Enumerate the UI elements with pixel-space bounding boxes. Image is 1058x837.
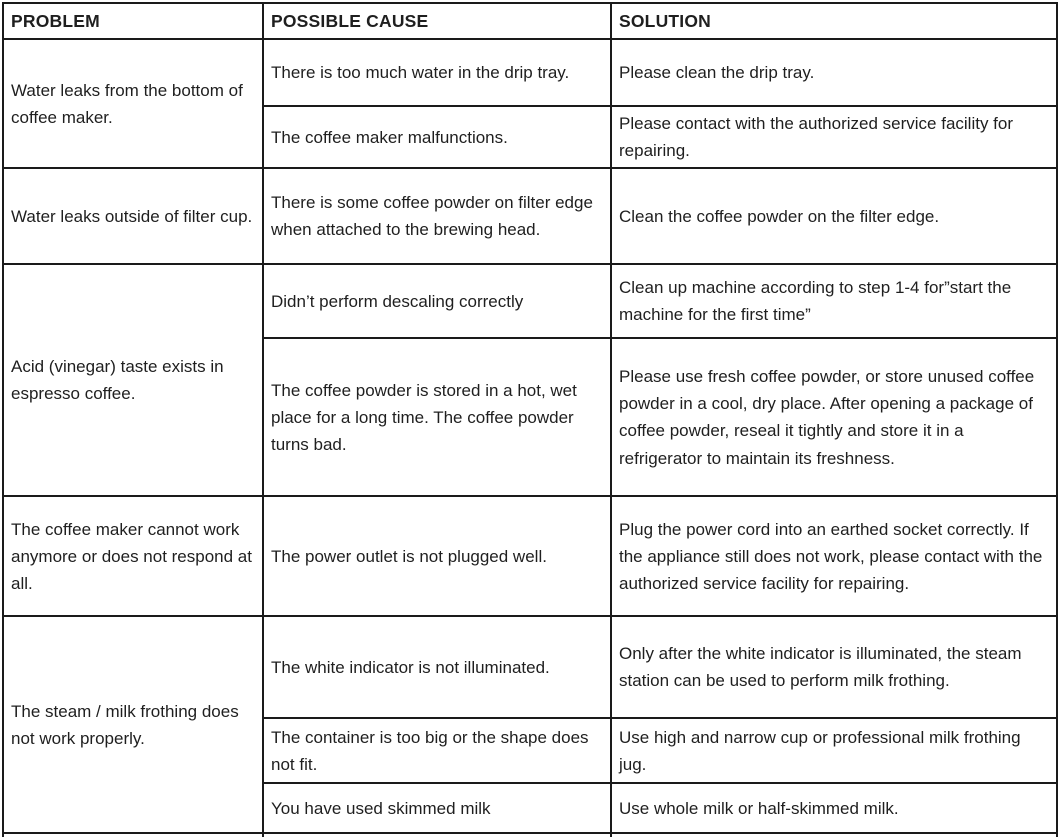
table-row	[3, 39, 1057, 106]
table-row	[3, 616, 1057, 718]
cause-cell: There is too much water in the drip tray.	[263, 39, 611, 106]
problem-cell-acid-taste: Acid (vinegar) taste exists in espresso coffee.	[3, 264, 263, 496]
cause-cell: The power outlet is not plugged well.	[263, 496, 611, 616]
cause-cell: The white indicator is not illuminated.	[263, 616, 611, 718]
cause-cell: The coffee powder is stored in a hot, wet place for a long time. The coffee powder turns bad.	[263, 338, 611, 496]
table-row	[3, 496, 1057, 616]
table-row	[3, 168, 1057, 264]
cause-cell: The container is too big or the shape does not fit.	[263, 718, 611, 783]
cause-cell-empty	[263, 833, 611, 837]
solution-cell: Only after the white indicator is illuminated, the steam station can be used to perform milk frothing.	[611, 616, 1057, 718]
problem-cell-cannot-work: The coffee maker cannot work anymore or does not respond at all.	[3, 496, 263, 616]
problem-cell-water-leaks-filter: Water leaks outside of filter cup.	[3, 168, 263, 264]
solution-cell: Please contact with the authorized service facility for repairing.	[611, 106, 1057, 168]
column-header-problem: PROBLEM	[3, 3, 263, 39]
solution-cell: Clean the coffee powder on the filter edge.	[611, 168, 1057, 264]
solution-cell: Clean up machine according to step 1-4 for”start the machine for the first time”	[611, 264, 1057, 338]
cause-cell: Didn’t perform descaling correctly	[263, 264, 611, 338]
column-header-solution: SOLUTION	[611, 3, 1057, 39]
problem-cell-water-leaks-bottom: Water leaks from the bottom of coffee maker.	[3, 39, 263, 168]
cause-cell: The coffee maker malfunctions.	[263, 106, 611, 168]
solution-cell: Plug the power cord into an earthed socket correctly. If the appliance still does not work, please contact with the authorized service facility for repairing.	[611, 496, 1057, 616]
cause-cell: You have used skimmed milk	[263, 783, 611, 833]
solution-cell: Please clean the drip tray.	[611, 39, 1057, 106]
table-row-partial	[3, 833, 1057, 837]
problem-cell-empty	[3, 833, 263, 837]
column-header-possible-cause: POSSIBLE CAUSE	[263, 3, 611, 39]
header-row	[3, 3, 1057, 39]
troubleshooting-table	[2, 2, 1058, 837]
solution-cell-empty	[611, 833, 1057, 837]
table-row	[3, 264, 1057, 338]
cause-cell: There is some coffee powder on filter edge when attached to the brewing head.	[263, 168, 611, 264]
solution-cell: Please use fresh coffee powder, or store unused coffee powder in a cool, dry place. After opening a package of coffee powder, reseal it tightly and store it in a refrigerator to maintain its freshness.	[611, 338, 1057, 496]
solution-cell: Use high and narrow cup or professional milk frothing jug.	[611, 718, 1057, 783]
problem-cell-steam-frothing: The steam / milk frothing does not work properly.	[3, 616, 263, 833]
solution-cell: Use whole milk or half-skimmed milk.	[611, 783, 1057, 833]
